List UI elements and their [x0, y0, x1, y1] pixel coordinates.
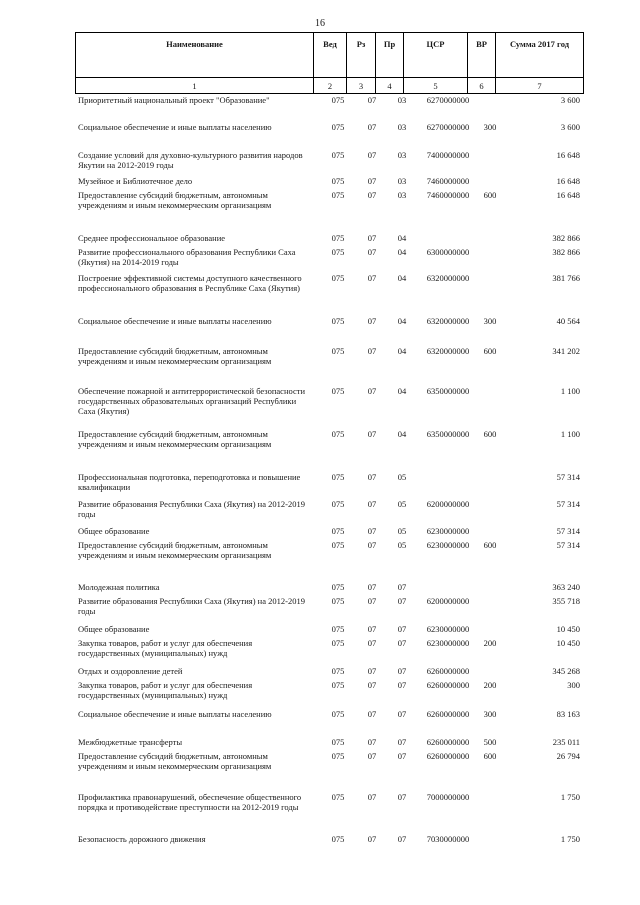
row-rz: 07	[367, 386, 377, 396]
header-vr: ВР	[468, 33, 496, 78]
row-sum: 3 600	[560, 95, 580, 105]
row-sum: 381 766	[552, 273, 580, 283]
row-name: Развитие профессионального образования Республики Саха (Якутия) на 2014-2019 годы	[78, 247, 296, 267]
row-csr: 6260000000	[426, 751, 470, 761]
row-pr: 07	[397, 624, 407, 634]
row-name: Молодежная политика	[78, 582, 160, 592]
row-sum: 382 866	[552, 247, 580, 257]
row-ved: 075	[331, 596, 345, 606]
row-sum: 57 314	[556, 540, 580, 550]
row-name: Закупка товаров, работ и услуг для обеспечения государственных (муниципальных) нужд	[78, 638, 253, 658]
row-rz: 07	[367, 247, 377, 257]
row-pr: 05	[397, 526, 407, 536]
row-sum: 26 794	[556, 751, 580, 761]
row-rz: 07	[367, 176, 377, 186]
row-pr: 03	[397, 122, 407, 132]
row-csr: 7030000000	[426, 834, 470, 844]
row-ved: 075	[331, 233, 345, 243]
row-name: Приоритетный национальный проект "Образование"	[78, 95, 270, 105]
row-rz: 07	[367, 429, 377, 439]
row-pr: 03	[397, 95, 407, 105]
row-pr: 04	[397, 233, 407, 243]
header-rz: Рз	[347, 33, 376, 78]
row-csr: 6350000000	[426, 429, 470, 439]
header-name: Наименование	[76, 33, 314, 78]
row-rz: 07	[367, 624, 377, 634]
row-rz: 07	[367, 680, 377, 690]
row-sum: 355 718	[552, 596, 580, 606]
row-vr: 600	[483, 540, 497, 550]
row-ved: 075	[331, 247, 345, 257]
row-ved: 075	[331, 316, 345, 326]
column-number: 1	[76, 78, 314, 94]
row-name: Среднее профессиональное образование	[78, 233, 226, 243]
row-pr: 04	[397, 273, 407, 283]
row-name: Построение эффективной системы доступного качественного профессионального образования в Республике Саха (Якутия)	[78, 273, 302, 293]
row-csr: 7000000000	[426, 792, 470, 802]
row-name: Социальное обеспечение и иные выплаты населению	[78, 709, 272, 719]
row-name: Безопасность дорожного движения	[78, 834, 206, 844]
row-name: Профилактика правонарушений, обеспечение общественного порядка и противодействие преступности на 2012-2019 годы	[78, 792, 302, 812]
row-csr: 6320000000	[426, 273, 470, 283]
row-csr: 6300000000	[426, 247, 470, 257]
row-rz: 07	[367, 122, 377, 132]
column-number: 2	[314, 78, 347, 94]
row-pr: 07	[397, 638, 407, 648]
row-name: Социальное обеспечение и иные выплаты населению	[78, 316, 272, 326]
row-pr: 04	[397, 429, 407, 439]
row-rz: 07	[367, 499, 377, 509]
row-ved: 075	[331, 273, 345, 283]
row-ved: 075	[331, 666, 345, 676]
row-name: Предоставление субсидий бюджетным, автономным учреждениям и иным некоммерческим организациям	[78, 346, 272, 366]
row-ved: 075	[331, 95, 345, 105]
row-csr: 7400000000	[426, 150, 470, 160]
row-rz: 07	[367, 638, 377, 648]
row-vr: 300	[483, 709, 497, 719]
row-pr: 07	[397, 709, 407, 719]
row-vr: 300	[483, 316, 497, 326]
row-rz: 07	[367, 273, 377, 283]
row-csr: 6350000000	[426, 386, 470, 396]
row-pr: 04	[397, 316, 407, 326]
row-sum: 3 600	[560, 122, 580, 132]
column-number: 3	[347, 78, 376, 94]
row-sum: 10 450	[556, 638, 580, 648]
row-name: Межбюджетные трансферты	[78, 737, 183, 747]
column-number: 7	[496, 78, 584, 94]
row-vr: 600	[483, 346, 497, 356]
row-pr: 07	[397, 834, 407, 844]
row-csr: 6230000000	[426, 624, 470, 634]
row-ved: 075	[331, 386, 345, 396]
row-sum: 1 100	[560, 386, 580, 396]
row-rz: 07	[367, 834, 377, 844]
row-rz: 07	[367, 751, 377, 761]
row-rz: 07	[367, 150, 377, 160]
row-ved: 075	[331, 190, 345, 200]
row-name: Предоставление субсидий бюджетным, автономным учреждениям и иным некоммерческим организациям	[78, 751, 272, 771]
row-rz: 07	[367, 316, 377, 326]
row-csr: 7460000000	[426, 190, 470, 200]
row-ved: 075	[331, 792, 345, 802]
row-rz: 07	[367, 526, 377, 536]
row-sum: 57 314	[556, 526, 580, 536]
row-name: Социальное обеспечение и иные выплаты населению	[78, 122, 272, 132]
row-pr: 07	[397, 666, 407, 676]
row-name: Профессиональная подготовка, переподготовка и повышение квалификации	[78, 472, 301, 492]
row-csr: 6260000000	[426, 709, 470, 719]
row-csr: 6320000000	[426, 316, 470, 326]
row-ved: 075	[331, 429, 345, 439]
row-rz: 07	[367, 792, 377, 802]
row-csr: 6260000000	[426, 680, 470, 690]
row-name: Закупка товаров, работ и услуг для обеспечения государственных (муниципальных) нужд	[78, 680, 253, 700]
row-sum: 16 648	[556, 176, 580, 186]
row-csr: 6230000000	[426, 638, 470, 648]
row-pr: 03	[397, 176, 407, 186]
row-rz: 07	[367, 596, 377, 606]
row-sum: 10 450	[556, 624, 580, 634]
row-name: Предоставление субсидий бюджетным, автономным учреждениям и иным некоммерческим организациям	[78, 540, 272, 560]
row-sum: 16 648	[556, 190, 580, 200]
row-vr: 600	[483, 429, 497, 439]
row-sum: 1 750	[560, 834, 580, 844]
row-sum: 57 314	[556, 499, 580, 509]
row-ved: 075	[331, 582, 345, 592]
header-sum: Сумма 2017 год	[496, 33, 584, 78]
row-ved: 075	[331, 638, 345, 648]
row-sum: 16 648	[556, 150, 580, 160]
row-ved: 075	[331, 176, 345, 186]
row-name: Общее образование	[78, 624, 150, 634]
row-name: Обеспечение пожарной и антитеррористической безопасности государственных образовательных организаций Республики Саха (Якутия)	[78, 386, 305, 416]
row-pr: 07	[397, 737, 407, 747]
row-rz: 07	[367, 233, 377, 243]
row-name: Музейное и Библиотечное дело	[78, 176, 193, 186]
row-pr: 07	[397, 680, 407, 690]
row-sum: 40 564	[556, 316, 580, 326]
row-ved: 075	[331, 751, 345, 761]
header-csr: ЦСР	[404, 33, 468, 78]
row-vr: 500	[483, 737, 497, 747]
row-pr: 07	[397, 596, 407, 606]
row-ved: 075	[331, 122, 345, 132]
row-pr: 04	[397, 247, 407, 257]
row-csr: 6320000000	[426, 346, 470, 356]
column-number: 6	[468, 78, 496, 94]
row-rz: 07	[367, 540, 377, 550]
row-sum: 57 314	[556, 472, 580, 482]
row-pr: 05	[397, 472, 407, 482]
row-sum: 83 163	[556, 709, 580, 719]
column-number: 5	[404, 78, 468, 94]
row-csr: 6270000000	[426, 95, 470, 105]
row-name: Развитие образования Республики Саха (Якутия) на 2012-2019 годы	[78, 499, 305, 519]
row-ved: 075	[331, 540, 345, 550]
row-name: Отдых и оздоровление детей	[78, 666, 183, 676]
row-csr: 6230000000	[426, 540, 470, 550]
row-csr: 6200000000	[426, 499, 470, 509]
row-vr: 200	[483, 680, 497, 690]
row-sum: 345 268	[552, 666, 580, 676]
row-pr: 05	[397, 540, 407, 550]
row-pr: 05	[397, 499, 407, 509]
row-csr: 7460000000	[426, 176, 470, 186]
row-csr: 6230000000	[426, 526, 470, 536]
row-rz: 07	[367, 582, 377, 592]
row-sum: 382 866	[552, 233, 580, 243]
row-rz: 07	[367, 472, 377, 482]
row-csr: 6270000000	[426, 122, 470, 132]
row-ved: 075	[331, 680, 345, 690]
header-pr: Пр	[376, 33, 404, 78]
row-name: Развитие образования Республики Саха (Якутия) на 2012-2019 годы	[78, 596, 305, 616]
row-name: Создание условий для духовно-культурного развития народов Якутии на 2012-2019 годы	[78, 150, 303, 170]
column-number: 4	[376, 78, 404, 94]
page-number: 16	[315, 18, 325, 29]
row-pr: 04	[397, 386, 407, 396]
row-ved: 075	[331, 472, 345, 482]
row-ved: 075	[331, 709, 345, 719]
row-sum: 341 202	[552, 346, 580, 356]
row-vr: 600	[483, 751, 497, 761]
row-pr: 07	[397, 582, 407, 592]
row-pr: 03	[397, 190, 407, 200]
row-vr: 300	[483, 122, 497, 132]
row-vr: 200	[483, 638, 497, 648]
row-name: Общее образование	[78, 526, 150, 536]
row-ved: 075	[331, 624, 345, 634]
row-sum: 235 011	[552, 737, 580, 747]
row-sum: 300	[567, 680, 580, 690]
row-ved: 075	[331, 346, 345, 356]
row-rz: 07	[367, 95, 377, 105]
row-rz: 07	[367, 346, 377, 356]
row-csr: 6200000000	[426, 596, 470, 606]
row-vr: 600	[483, 190, 497, 200]
row-rz: 07	[367, 666, 377, 676]
row-name: Предоставление субсидий бюджетным, автономным учреждениям и иным некоммерческим организациям	[78, 429, 272, 449]
row-sum: 1 100	[560, 429, 580, 439]
row-pr: 03	[397, 150, 407, 160]
row-rz: 07	[367, 190, 377, 200]
row-pr: 07	[397, 751, 407, 761]
header-ved: Вед	[314, 33, 347, 78]
row-csr: 6260000000	[426, 666, 470, 676]
row-name: Предоставление субсидий бюджетным, автономным учреждениям и иным некоммерческим организациям	[78, 190, 272, 210]
row-rz: 07	[367, 737, 377, 747]
row-sum: 1 750	[560, 792, 580, 802]
row-ved: 075	[331, 526, 345, 536]
row-pr: 07	[397, 792, 407, 802]
row-ved: 075	[331, 834, 345, 844]
row-rz: 07	[367, 709, 377, 719]
row-csr: 6260000000	[426, 737, 470, 747]
row-ved: 075	[331, 150, 345, 160]
row-sum: 363 240	[552, 582, 580, 592]
row-ved: 075	[331, 737, 345, 747]
row-ved: 075	[331, 499, 345, 509]
row-pr: 04	[397, 346, 407, 356]
